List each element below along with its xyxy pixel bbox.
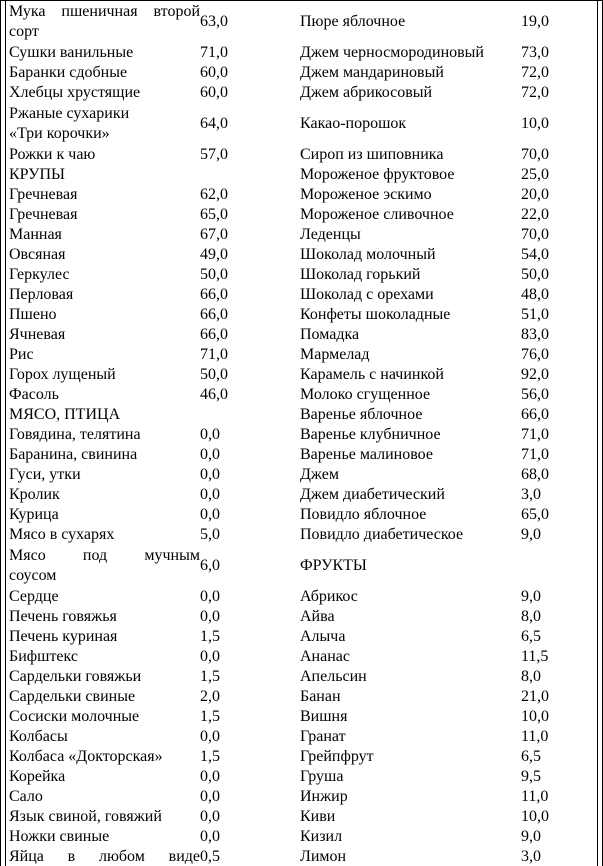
product-name-left <box>9 727 200 747</box>
product-name-left <box>9 385 200 405</box>
product-name-right <box>300 345 521 365</box>
carb-value-left: 0,0 <box>200 728 220 745</box>
carb-value-left: 66,0 <box>200 286 228 303</box>
product-name-left <box>9 365 200 385</box>
product-name-text: Колбаса «Докторская» <box>9 748 163 765</box>
product-name-right <box>300 405 521 425</box>
carb-value-left: 0,0 <box>200 828 220 845</box>
product-name-left <box>9 687 200 707</box>
table-row <box>9 325 593 345</box>
product-name-text: Сердце <box>9 588 59 605</box>
product-name-text: Джем абрикосовый <box>300 84 433 101</box>
product-name-left <box>9 627 200 647</box>
product-name-left <box>9 83 200 103</box>
product-name-left <box>9 225 200 245</box>
carb-value-left: 0,0 <box>200 426 220 443</box>
product-name-text: Мука пшеничная второй <box>9 3 200 20</box>
product-name-text: Повидло яблочное <box>300 506 427 523</box>
carb-value-right: 11,0 <box>521 788 549 805</box>
carb-value-left: 5,0 <box>200 526 220 543</box>
product-name-right <box>300 114 521 134</box>
product-name-text: Молоко сгущенное <box>300 386 431 403</box>
product-name-text: Геркулес <box>9 266 70 283</box>
product-name-text: Рожки к чаю <box>9 146 96 163</box>
product-name-right <box>300 525 521 545</box>
table-row <box>9 445 593 465</box>
product-name-right <box>300 445 521 465</box>
product-name-left <box>9 505 200 525</box>
table-row <box>9 43 593 63</box>
table-row <box>9 245 593 265</box>
product-name-left <box>9 185 200 205</box>
product-name-text: Яйца в любом виде <box>9 848 200 865</box>
product-name-text: Ножки свиные <box>9 828 110 845</box>
product-name-text: Шоколад горький <box>300 266 421 283</box>
carb-value-left: 0,5 <box>200 848 220 865</box>
product-name-text: Гречневая <box>9 206 78 223</box>
product-name-right <box>300 365 521 385</box>
product-name-right <box>300 807 521 827</box>
product-name-left <box>9 205 200 225</box>
carb-value-right: 68,0 <box>521 466 549 483</box>
carb-value-right: 9,5 <box>521 768 541 785</box>
carb-value-right: 50,0 <box>521 266 549 283</box>
product-name-text: Перловая <box>9 286 74 303</box>
product-name-left <box>9 587 200 607</box>
product-name-text: Джем <box>300 466 339 483</box>
product-name-text: Грейпфрут <box>300 748 374 765</box>
table-row <box>9 63 593 83</box>
product-name-text: Варенье яблочное <box>300 406 423 423</box>
table-row <box>9 505 593 525</box>
carb-value-left: 50,0 <box>200 266 228 283</box>
section-header-label: КРУПЫ <box>9 166 66 183</box>
product-name-text: «Три корочки» <box>9 125 110 142</box>
product-name-text: Мармелад <box>300 346 370 363</box>
product-name-text: Вишня <box>300 708 348 725</box>
product-name-text: Печень куриная <box>9 628 118 645</box>
carb-value-right: 76,0 <box>521 346 549 363</box>
product-name-text: Шоколад с орехами <box>300 286 434 303</box>
product-name-right <box>300 667 521 687</box>
product-name-left <box>9 807 200 827</box>
product-name-text: Леденцы <box>300 226 361 243</box>
product-name-text: Мороженое эскимо <box>300 186 432 203</box>
carb-value-left: 0,0 <box>200 768 220 785</box>
product-name-text: Баранина, свинина <box>9 446 138 463</box>
carb-value-left: 60,0 <box>200 84 228 101</box>
food-carb-table <box>0 1 603 866</box>
table-row <box>9 767 593 787</box>
carb-value-left: 66,0 <box>200 306 228 323</box>
product-name-text: Язык свиной, говяжий <box>9 808 162 825</box>
carb-value-right: 3,0 <box>521 486 541 503</box>
carb-value-right: 54,0 <box>521 246 549 263</box>
product-name-right <box>300 185 521 205</box>
product-name-right <box>300 63 521 83</box>
table-row <box>9 305 593 325</box>
product-name-text: Кизил <box>300 828 343 845</box>
carb-value-left: 49,0 <box>200 246 228 263</box>
product-name-right <box>300 325 521 345</box>
carb-value-left: 1,5 <box>200 628 220 645</box>
carb-value-left: 0,0 <box>200 608 220 625</box>
product-name-text: сорт <box>9 23 39 40</box>
table-row <box>9 827 593 847</box>
product-name-right <box>300 385 521 405</box>
product-name-left <box>9 285 200 305</box>
carb-value-right: 11,0 <box>521 728 549 745</box>
product-name-text: Помадка <box>300 326 360 343</box>
carb-value-right: 10,0 <box>521 808 549 825</box>
carb-value-left: 0,0 <box>200 648 220 665</box>
product-name-left <box>9 847 200 866</box>
carb-value-right: 66,0 <box>521 406 549 423</box>
product-name-text: Конфеты шоколадные <box>300 306 451 323</box>
carb-value-right: 3,0 <box>521 848 541 865</box>
table-row <box>9 627 593 647</box>
carb-value-right: 8,0 <box>521 608 541 625</box>
product-name-text: Мясо под мучным <box>9 547 200 564</box>
table-row <box>9 185 593 205</box>
product-name-left <box>9 2 200 42</box>
product-name-text: Абрикос <box>300 588 358 605</box>
carb-value-left: 1,5 <box>200 668 220 685</box>
product-name-text: Сардельки говяжьи <box>9 668 142 685</box>
carb-value-right: 72,0 <box>521 64 549 81</box>
product-name-left <box>9 747 200 767</box>
product-name-left <box>9 305 200 325</box>
product-name-text: Груша <box>300 768 344 785</box>
table-row <box>9 1 593 43</box>
product-name-text: Сироп из шиповника <box>300 146 444 163</box>
product-name-text: Айва <box>300 608 335 625</box>
carb-value-right: 56,0 <box>521 386 549 403</box>
table-row <box>9 587 593 607</box>
table-row <box>9 103 593 145</box>
carb-value-left: 0,0 <box>200 446 220 463</box>
product-name-text: Шоколад молочный <box>300 246 436 263</box>
table-row <box>9 225 593 245</box>
product-name-left <box>9 827 200 847</box>
product-name-right <box>300 43 521 63</box>
product-name-text: Говядина, телятина <box>9 426 141 443</box>
carb-value-left: 63,0 <box>200 13 228 30</box>
product-name-left <box>9 707 200 727</box>
product-name-left <box>9 345 200 365</box>
carb-value-left: 65,0 <box>200 206 228 223</box>
product-name-right <box>300 245 521 265</box>
table-row <box>9 647 593 667</box>
carb-value-left: 0,0 <box>200 808 220 825</box>
carb-value-left: 0,0 <box>200 506 220 523</box>
product-name-text: Повидло диабетическое <box>300 526 464 543</box>
product-name-text: Гранат <box>300 728 346 745</box>
carb-value-left: 0,0 <box>200 788 220 805</box>
carb-value-left: 1,5 <box>200 708 220 725</box>
product-name-right <box>300 767 521 787</box>
carb-value-right: 92,0 <box>521 366 549 383</box>
product-name-right <box>300 205 521 225</box>
product-name-left <box>9 787 200 807</box>
product-name-text: Курица <box>9 506 59 523</box>
product-name-right <box>300 847 521 866</box>
table-row <box>9 687 593 707</box>
carb-value-right: 70,0 <box>521 146 549 163</box>
product-name-text: Сосиски молочные <box>9 708 140 725</box>
product-name-left <box>9 145 200 165</box>
product-name-text: Ржаные сухарики <box>9 105 130 122</box>
carb-value-right: 71,0 <box>521 446 549 463</box>
carb-value-right: 48,0 <box>521 286 549 303</box>
table-row <box>9 707 593 727</box>
table-row <box>9 465 593 485</box>
product-name-right <box>300 305 521 325</box>
product-name-right <box>300 83 521 103</box>
product-name-text: Апельсин <box>300 668 367 685</box>
table-row <box>9 545 593 587</box>
product-name-left <box>9 43 200 63</box>
product-name-text: Сало <box>9 788 43 805</box>
carb-value-left: 46,0 <box>200 386 228 403</box>
product-name-text: Лимон <box>300 848 347 865</box>
product-name-text: соусом <box>9 567 57 584</box>
carb-value-left: 1,5 <box>200 748 220 765</box>
product-name-text: Печень говяжья <box>9 608 117 625</box>
product-name-right <box>300 145 521 165</box>
table-row <box>9 607 593 627</box>
product-name-text: Манная <box>9 226 62 243</box>
product-name-right <box>300 587 521 607</box>
carb-value-right: 6,5 <box>521 628 541 645</box>
product-name-right <box>300 485 521 505</box>
product-name-left <box>9 245 200 265</box>
product-name-text: Фасоль <box>9 386 59 403</box>
product-name-left <box>9 647 200 667</box>
section-header-label: МЯСО, ПТИЦА <box>9 406 121 423</box>
carb-value-right: 10,0 <box>521 115 549 132</box>
carb-value-right: 21,0 <box>521 688 549 705</box>
carb-value-right: 9,0 <box>521 588 541 605</box>
product-name-text: Инжир <box>300 788 348 805</box>
carb-value-right: 20,0 <box>521 186 549 203</box>
product-name-text: Мороженое сливочное <box>300 206 454 223</box>
product-name-right <box>300 687 521 707</box>
product-name-text: Горох лущеный <box>9 366 116 383</box>
carb-value-right: 72,0 <box>521 84 549 101</box>
product-name-text: Баранки сдобные <box>9 64 128 81</box>
carb-value-right: 83,0 <box>521 326 549 343</box>
carb-value-right: 73,0 <box>521 44 549 61</box>
product-name-right <box>300 827 521 847</box>
table-row <box>9 727 593 747</box>
product-name-right <box>300 787 521 807</box>
carb-value-right: 65,0 <box>521 506 549 523</box>
product-name-left <box>9 465 200 485</box>
product-name-right <box>300 727 521 747</box>
table-row <box>9 265 593 285</box>
product-name-text: Банан <box>300 688 341 705</box>
product-name-text: Корейка <box>9 768 66 785</box>
product-name-left <box>9 667 200 687</box>
product-name-right <box>300 607 521 627</box>
product-name-left <box>9 325 200 345</box>
product-name-right <box>300 707 521 727</box>
product-name-text: Мясо в сухарях <box>9 526 115 543</box>
carb-value-left: 0,0 <box>200 588 220 605</box>
product-name-text: Ячневая <box>9 326 66 343</box>
table-row <box>9 807 593 827</box>
carb-value-right: 70,0 <box>521 226 549 243</box>
product-name-text: Гречневая <box>9 186 78 203</box>
product-name-text: Колбасы <box>9 728 68 745</box>
product-name-right <box>300 505 521 525</box>
carb-value-left: 2,0 <box>200 688 220 705</box>
carb-value-left: 50,0 <box>200 366 228 383</box>
product-name-text: Джем диабетический <box>300 486 445 503</box>
table-row <box>9 405 593 425</box>
carb-value-right: 22,0 <box>521 206 549 223</box>
table-row <box>9 425 593 445</box>
product-name-left <box>9 63 200 83</box>
product-name-left <box>9 104 200 144</box>
product-name-text: Мороженое фруктовое <box>300 166 455 183</box>
product-name-text: Карамель с начинкой <box>300 366 444 383</box>
table-row <box>9 345 593 365</box>
product-name-text: Варенье клубничное <box>300 426 441 443</box>
product-name-right <box>300 285 521 305</box>
product-name-text: Пюре яблочное <box>300 13 406 30</box>
carb-value-left: 64,0 <box>200 115 228 132</box>
carb-value-left: 71,0 <box>200 44 228 61</box>
section-header-label: ФРУКТЫ <box>300 557 367 574</box>
product-name-right <box>300 165 521 185</box>
table-row <box>9 285 593 305</box>
table-row <box>9 205 593 225</box>
product-name-text: Киви <box>300 808 336 825</box>
table-row <box>9 787 593 807</box>
carb-value-right: 25,0 <box>521 166 549 183</box>
product-name-text: Рис <box>9 346 34 363</box>
table-row <box>9 847 593 866</box>
table-row <box>9 747 593 767</box>
carb-value-right: 19,0 <box>521 13 549 30</box>
product-name-left <box>9 767 200 787</box>
product-name-right <box>300 265 521 285</box>
section-header-left <box>9 165 200 185</box>
product-name-left <box>9 265 200 285</box>
product-name-left <box>9 525 200 545</box>
carb-value-left: 60,0 <box>200 64 228 81</box>
carb-value-left: 0,0 <box>200 486 220 503</box>
product-name-text: Овсяная <box>9 246 66 263</box>
table-row <box>9 525 593 545</box>
table-row <box>9 83 593 103</box>
product-name-right <box>300 225 521 245</box>
product-name-right <box>300 12 521 32</box>
product-name-left <box>9 425 200 445</box>
product-name-text: Алыча <box>300 628 346 645</box>
table-row <box>9 385 593 405</box>
section-header-right <box>300 556 521 576</box>
carb-value-left: 67,0 <box>200 226 228 243</box>
product-name-right <box>300 425 521 445</box>
carb-value-left: 0,0 <box>200 466 220 483</box>
product-name-right <box>300 647 521 667</box>
section-header-left <box>9 405 200 425</box>
product-name-text: Кролик <box>9 486 60 503</box>
table-row <box>9 165 593 185</box>
carb-value-left: 62,0 <box>200 186 228 203</box>
carb-value-right: 8,0 <box>521 668 541 685</box>
carb-value-right: 9,0 <box>521 526 541 543</box>
product-name-text: Бифштекс <box>9 648 79 665</box>
carb-value-right: 11,5 <box>521 648 549 665</box>
carb-value-left: 6,0 <box>200 557 220 574</box>
product-name-text: Какао-порошок <box>300 115 407 132</box>
table-row <box>9 485 593 505</box>
product-name-right <box>300 627 521 647</box>
product-name-text: Гуси, утки <box>9 466 81 483</box>
product-name-right <box>300 465 521 485</box>
product-name-text: Ананас <box>300 648 350 665</box>
product-name-text: Хлебцы хрустящие <box>9 84 141 101</box>
table-row <box>9 667 593 687</box>
carb-value-right: 51,0 <box>521 306 549 323</box>
product-name-text: Джем черносмородиновый <box>300 44 484 61</box>
carb-value-left: 66,0 <box>200 326 228 343</box>
product-name-left <box>9 607 200 627</box>
product-name-left <box>9 445 200 465</box>
product-name-text: Варенье малиновое <box>300 446 433 463</box>
carb-value-right: 6,5 <box>521 748 541 765</box>
product-name-text: Сушки ванильные <box>9 44 134 61</box>
carb-value-left: 57,0 <box>200 146 228 163</box>
product-name-text: Пшено <box>9 306 57 323</box>
product-name-text: Сардельки свиные <box>9 688 136 705</box>
product-name-left <box>9 485 200 505</box>
carb-value-right: 9,0 <box>521 828 541 845</box>
product-name-text: Джем мандариновый <box>300 64 444 81</box>
table-row <box>9 365 593 385</box>
carb-value-left: 71,0 <box>200 346 228 363</box>
product-name-left <box>9 546 200 586</box>
table-row <box>9 145 593 165</box>
product-name-right <box>300 747 521 767</box>
carb-value-right: 10,0 <box>521 708 549 725</box>
carb-value-right: 71,0 <box>521 426 549 443</box>
